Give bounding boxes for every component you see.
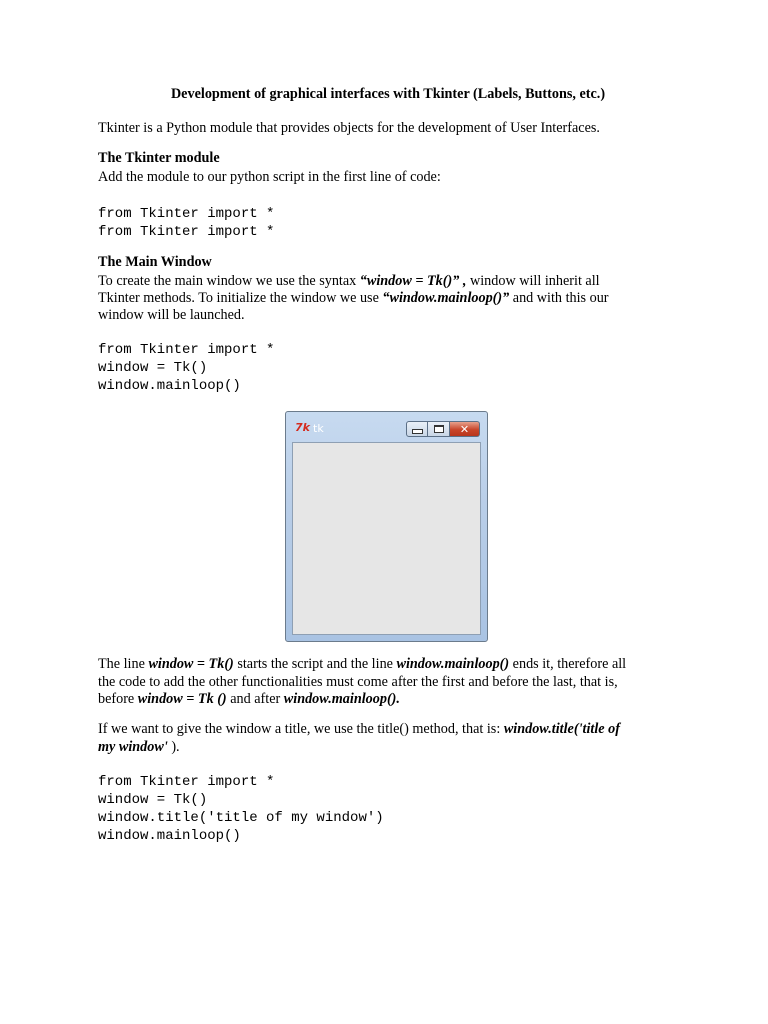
code-line: from Tkinter import * xyxy=(98,224,275,240)
code-emphasis: “window = Tk()” , xyxy=(359,273,467,289)
after-line-1 xyxy=(98,655,626,673)
text-run: ends it, therefore all xyxy=(509,656,627,672)
title-method-line-1 xyxy=(98,720,620,738)
code-emphasis: window.mainloop() xyxy=(396,656,510,672)
main-window-line-1 xyxy=(98,272,600,290)
text-run: ). xyxy=(167,739,180,755)
close-button xyxy=(450,421,480,437)
tk-window-controls xyxy=(406,421,480,437)
text-run: If we want to give the window a title, we use the title() method, that is: xyxy=(98,721,504,737)
intro-paragraph: Tkinter is a Python module that provides objects for the development of User Interfaces. xyxy=(98,120,600,136)
text-run: window will inherit all xyxy=(466,273,600,289)
text-run: The line xyxy=(98,656,149,672)
tk-client-area xyxy=(292,442,481,635)
text-run: and with this our xyxy=(509,290,609,306)
main-window-heading: The Main Window xyxy=(98,254,212,270)
document-title: Development of graphical interfaces with Tkinter (Labels, Buttons, etc.) xyxy=(170,86,606,102)
code-line: window = Tk() xyxy=(98,792,208,808)
text-run: To create the main window we use the syntax xyxy=(98,273,360,289)
close-icon: ✕ xyxy=(459,422,470,436)
title-method-line-2 xyxy=(98,738,180,756)
code-emphasis: window = Tk() xyxy=(148,656,234,672)
minimize-icon xyxy=(412,429,423,434)
code-line: window.title('title of my window') xyxy=(98,810,384,826)
text-run: before xyxy=(98,691,138,707)
code-line: from Tkinter import * xyxy=(98,206,275,222)
after-line-2: the code to add the other functionalities must come after the first and before the last, that is, xyxy=(98,674,618,690)
code-emphasis: window = Tk () xyxy=(137,691,227,707)
maximize-button xyxy=(428,421,450,437)
code-line: from Tkinter import * xyxy=(98,342,275,358)
code-emphasis: my window' xyxy=(98,739,168,755)
tk-logo-icon: 7k xyxy=(295,421,310,434)
module-heading: The Tkinter module xyxy=(98,150,220,166)
code-emphasis: “window.mainloop()” xyxy=(382,290,510,306)
text-run: Tkinter methods. To initialize the window we use xyxy=(98,290,383,306)
tk-window-title: tk xyxy=(313,422,324,435)
module-text: Add the module to our python script in the first line of code: xyxy=(98,169,441,185)
code-line: from Tkinter import * xyxy=(98,774,275,790)
tk-window-screenshot xyxy=(285,411,488,642)
code-emphasis: window.title('title of xyxy=(503,721,620,737)
code-line: window = Tk() xyxy=(98,360,208,376)
main-window-line-3: window will be launched. xyxy=(98,307,245,323)
text-run: starts the script and the line xyxy=(233,656,397,672)
code-line: window.mainloop() xyxy=(98,828,241,844)
tk-titlebar xyxy=(286,412,487,442)
maximize-icon xyxy=(434,425,444,433)
code-line: window.mainloop() xyxy=(98,378,241,394)
main-window-line-2 xyxy=(98,289,609,307)
minimize-button xyxy=(406,421,428,437)
text-run: and after xyxy=(226,691,284,707)
after-line-3 xyxy=(98,690,400,708)
code-emphasis: window.mainloop(). xyxy=(283,691,400,707)
